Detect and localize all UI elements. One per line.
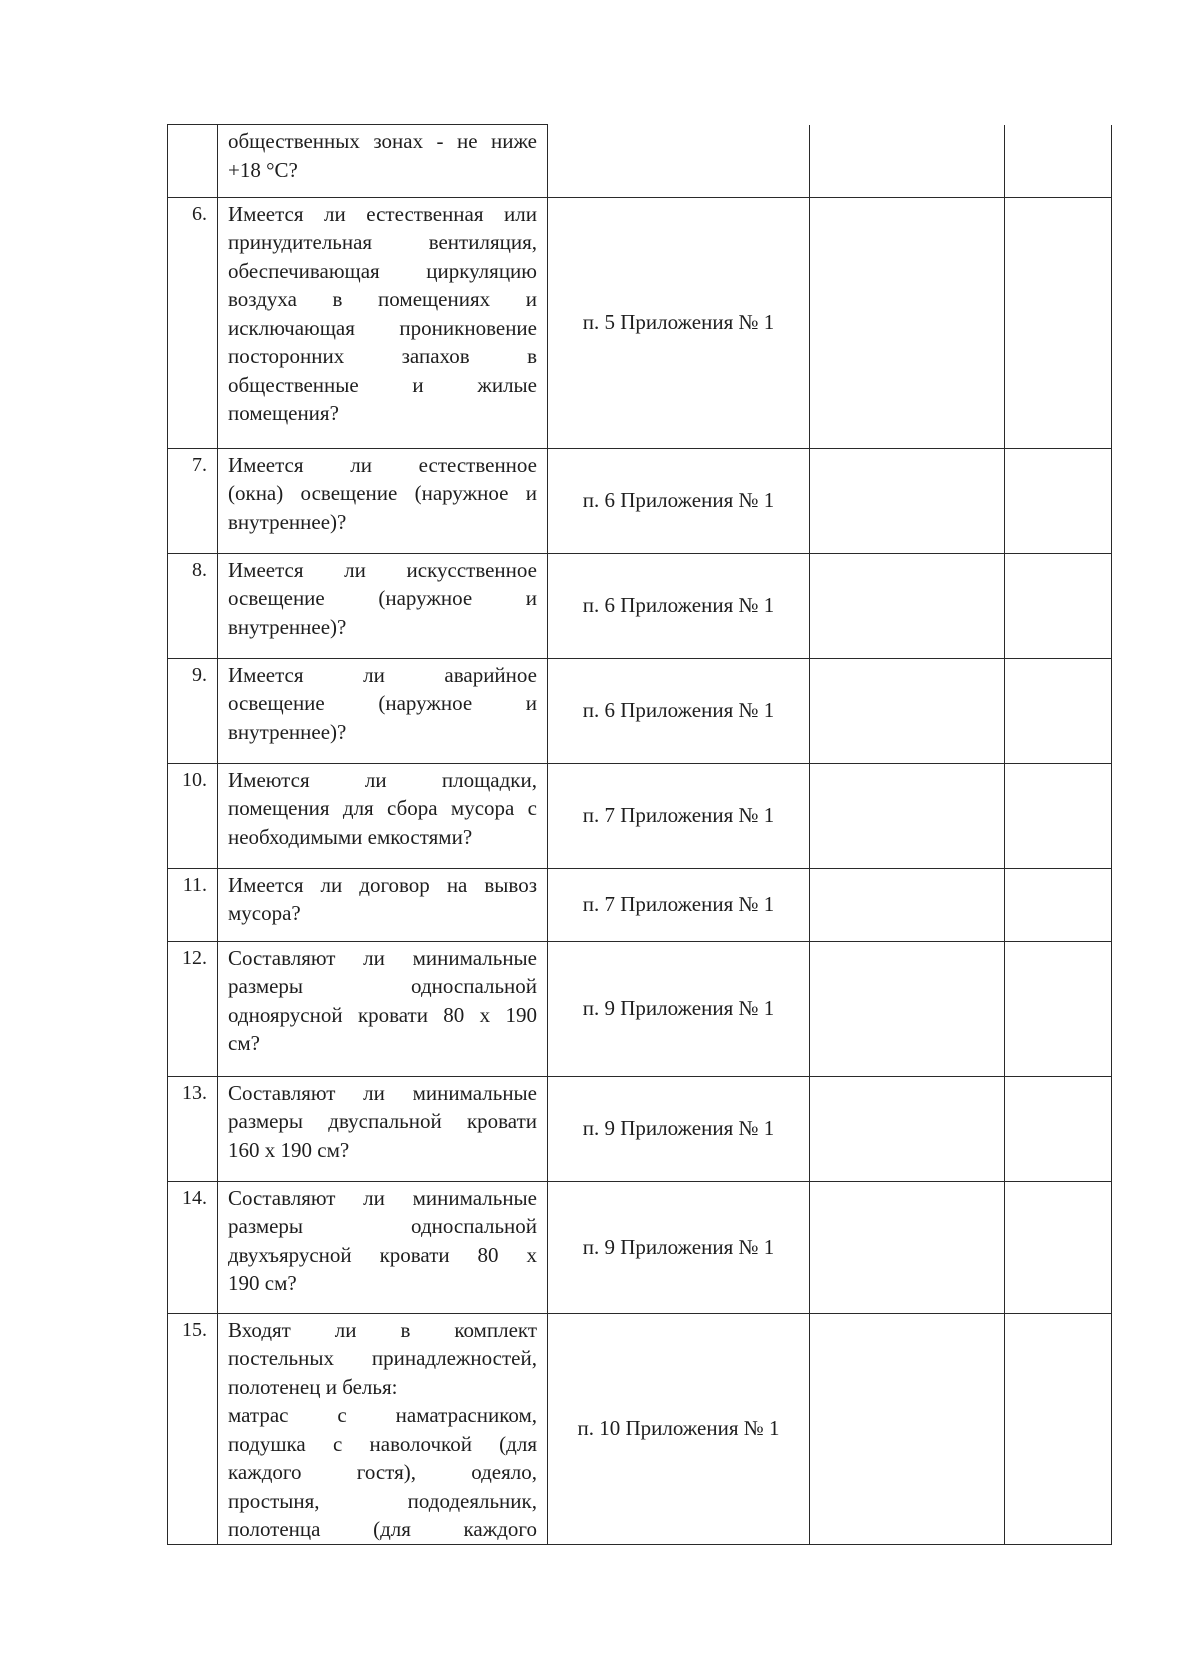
question-line: Имеется ли естественная или	[228, 201, 537, 226]
question-cell	[218, 1313, 548, 1544]
note-cell	[1005, 1076, 1112, 1181]
answer-cell	[810, 1181, 1005, 1313]
question-cell	[218, 658, 548, 763]
question-line: общественные и жилые	[228, 372, 537, 397]
question-line: Составляют ли минимальные	[228, 945, 537, 970]
row-number: 13.	[168, 1076, 218, 1181]
note-cell	[1005, 125, 1112, 198]
question-cell	[218, 125, 548, 198]
question-line: полотенец и белья:	[228, 1374, 398, 1399]
note-cell	[1005, 1181, 1112, 1313]
question-line: внутреннее)?	[228, 509, 347, 534]
row-number: 7.	[168, 448, 218, 553]
question-line: подушка с наволочкой (для	[228, 1431, 537, 1456]
question-line: Имеется ли аварийное	[228, 662, 537, 687]
row-number: 14.	[168, 1181, 218, 1313]
note-cell	[1005, 1313, 1112, 1544]
question-cell	[218, 868, 548, 941]
question-line: помещения для сбора мусора с	[228, 796, 537, 820]
question-line: воздуха в помещениях и	[228, 287, 537, 311]
table-row	[168, 941, 1112, 1076]
answer-cell	[810, 125, 1005, 198]
row-number: 6.	[168, 197, 218, 448]
question-line: освещение (наружное и	[228, 691, 537, 715]
answer-cell	[810, 1313, 1005, 1544]
answer-cell	[810, 941, 1005, 1076]
table-row	[168, 197, 1112, 448]
question-line: размеры односпальной	[228, 974, 537, 998]
note-cell	[1005, 941, 1112, 1076]
note-cell	[1005, 658, 1112, 763]
row-number: 15.	[168, 1313, 218, 1544]
note-cell	[1005, 763, 1112, 868]
question-line: одноярусной кровати 80 х 190	[228, 1002, 537, 1027]
question-line: Входят ли в комплект	[228, 1317, 537, 1342]
checklist-table	[167, 124, 1112, 1545]
reference-cell	[548, 125, 810, 198]
table-row	[168, 553, 1112, 658]
answer-cell	[810, 553, 1005, 658]
reference-cell: п. 6 Приложения № 1	[548, 448, 810, 553]
question-line: Имеется ли искусственное	[228, 557, 537, 582]
question-line: размеры односпальной	[228, 1214, 537, 1238]
question-line: Составляют ли минимальные	[228, 1185, 537, 1210]
question-line: Имеются ли площадки,	[228, 767, 537, 792]
question-line: общественных зонах - не ниже	[228, 129, 537, 153]
question-line: +18 °С?	[228, 157, 298, 182]
question-line: каждого гостя), одеяло,	[228, 1460, 537, 1484]
row-number: 12.	[168, 941, 218, 1076]
question-cell	[218, 448, 548, 553]
table-row	[168, 763, 1112, 868]
answer-cell	[810, 868, 1005, 941]
question-cell	[218, 1076, 548, 1181]
answer-cell	[810, 763, 1005, 868]
reference-cell: п. 7 Приложения № 1	[548, 868, 810, 941]
reference-cell: п. 5 Приложения № 1	[548, 197, 810, 448]
question-line: Составляют ли минимальные	[228, 1080, 537, 1105]
question-line: освещение (наружное и	[228, 586, 537, 610]
question-line: полотенца (для каждого	[228, 1517, 537, 1541]
row-number: 10.	[168, 763, 218, 868]
question-line: внутреннее)?	[228, 614, 347, 639]
note-cell	[1005, 197, 1112, 448]
reference-cell: п. 6 Приложения № 1	[548, 553, 810, 658]
reference-cell: п. 9 Приложения № 1	[548, 941, 810, 1076]
question-line: 160 х 190 см?	[228, 1137, 350, 1162]
question-line: обеспечивающая циркуляцию	[228, 258, 537, 283]
question-line: посторонних запахов в	[228, 344, 537, 368]
question-line: помещения?	[228, 401, 339, 425]
reference-cell: п. 6 Приложения № 1	[548, 658, 810, 763]
table-row	[168, 658, 1112, 763]
question-line: исключающая проникновение	[228, 315, 537, 340]
question-line: мусора?	[228, 901, 301, 925]
table-row	[168, 1181, 1112, 1313]
question-line: (окна) освещение (наружное и	[228, 481, 537, 505]
row-number: 9.	[168, 658, 218, 763]
table-row	[168, 868, 1112, 941]
row-number: 11.	[168, 868, 218, 941]
table-row	[168, 448, 1112, 553]
reference-cell: п. 10 Приложения № 1	[548, 1313, 810, 1544]
question-cell	[218, 763, 548, 868]
table-row	[168, 1313, 1112, 1544]
note-cell	[1005, 868, 1112, 941]
row-number: 8.	[168, 553, 218, 658]
question-cell	[218, 553, 548, 658]
question-line: простыня, пододеяльник,	[228, 1488, 537, 1513]
reference-cell: п. 9 Приложения № 1	[548, 1076, 810, 1181]
question-line: матрас с наматрасником,	[228, 1403, 537, 1427]
row-number	[168, 125, 218, 198]
answer-cell	[810, 658, 1005, 763]
question-line: внутреннее)?	[228, 719, 347, 744]
reference-cell: п. 7 Приложения № 1	[548, 763, 810, 868]
question-cell	[218, 941, 548, 1076]
question-cell	[218, 197, 548, 448]
question-line: постельных принадлежностей,	[228, 1346, 537, 1370]
answer-cell	[810, 1076, 1005, 1181]
note-cell	[1005, 448, 1112, 553]
question-cell	[218, 1181, 548, 1313]
question-line: см?	[228, 1031, 260, 1055]
question-line: размеры двуспальной кровати	[228, 1109, 537, 1133]
question-line: Имеется ли естественное	[228, 452, 537, 477]
answer-cell	[810, 197, 1005, 448]
table-row	[168, 125, 1112, 198]
answer-cell	[810, 448, 1005, 553]
question-line: Имеется ли договор на вывоз	[228, 872, 537, 897]
question-line: двухъярусной кровати 80 х	[228, 1242, 537, 1267]
reference-cell: п. 9 Приложения № 1	[548, 1181, 810, 1313]
question-line: необходимыми емкостями?	[228, 824, 473, 849]
note-cell	[1005, 553, 1112, 658]
question-line: принудительная вентиляция,	[228, 230, 537, 254]
table-row	[168, 1076, 1112, 1181]
question-line: 190 см?	[228, 1271, 297, 1295]
